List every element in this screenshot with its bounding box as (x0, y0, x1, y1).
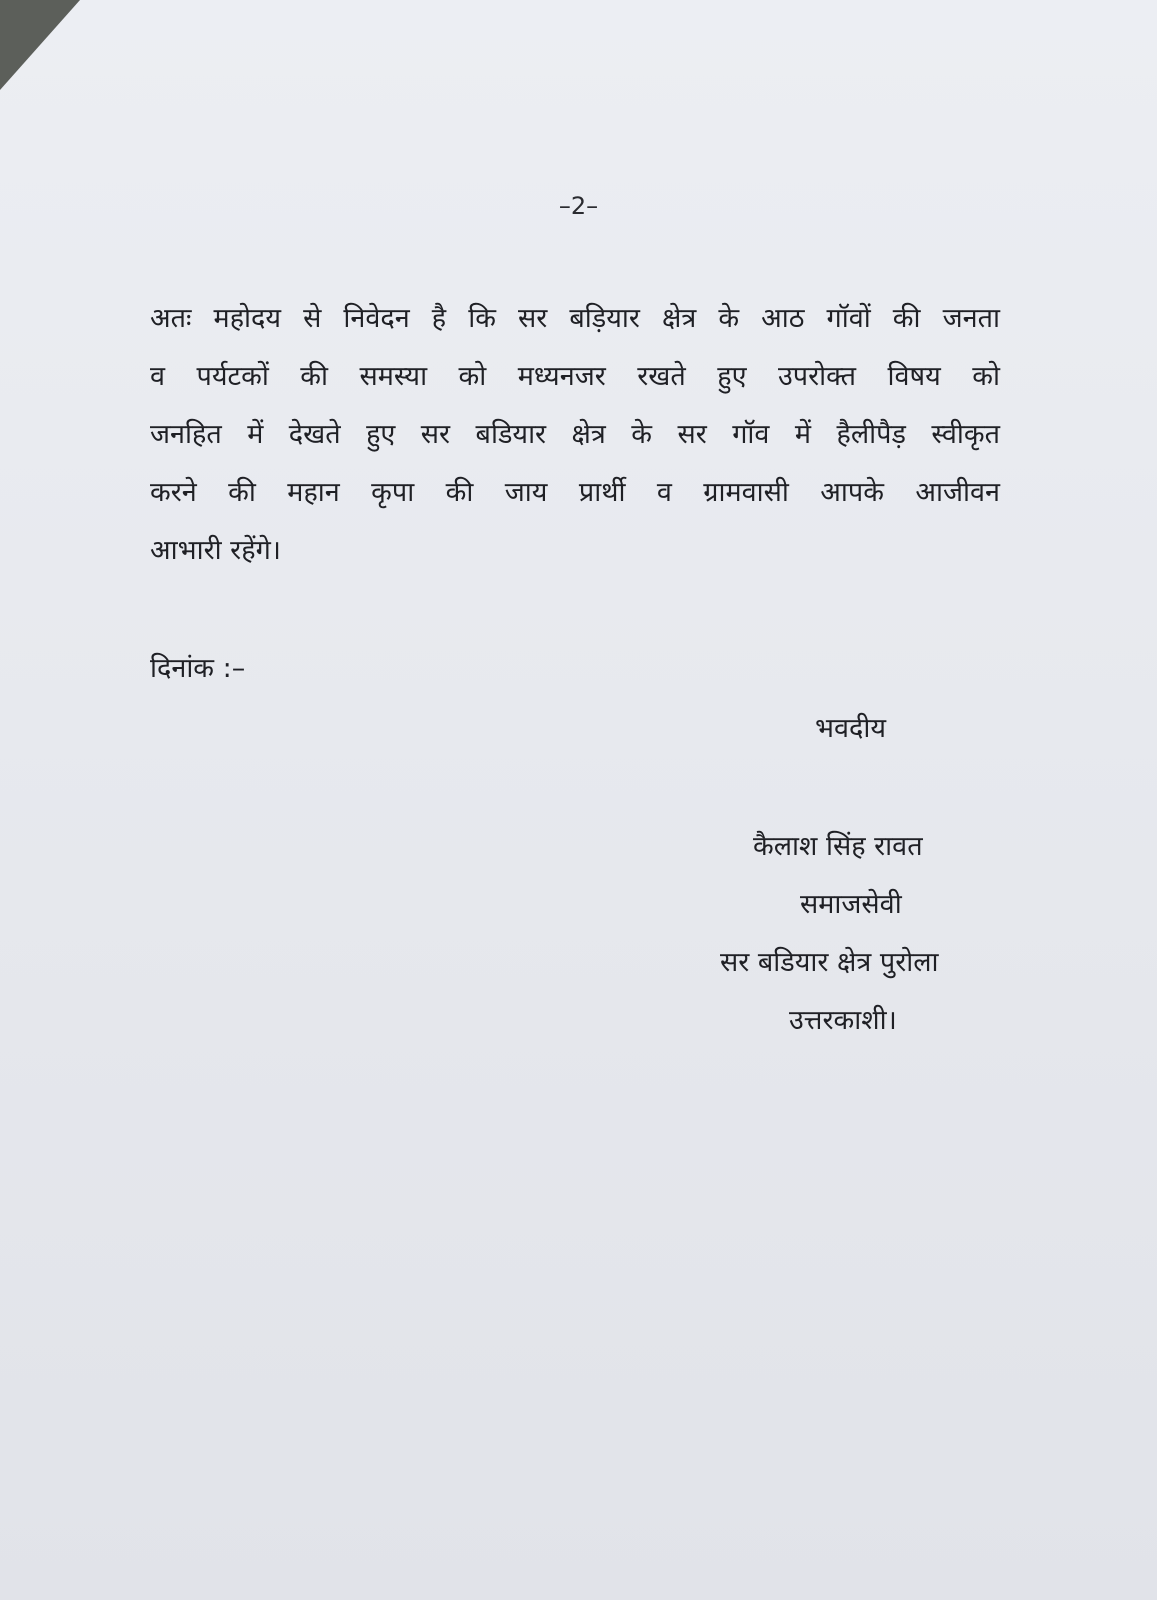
date-label: दिनांक :– (150, 653, 246, 684)
signatory-address: सर बडियार क्षेत्र पुरोला (720, 947, 939, 978)
body-line: व पर्यटकों की समस्या को मध्यनजर रखते हुए उपरोक्त विषय को (150, 361, 1000, 392)
signatory-name: कैलाश सिंह रावत (753, 831, 923, 862)
background-corner (0, 0, 80, 90)
signatory-city: उत्तरकाशी। (789, 1005, 897, 1036)
body-line: करने की महान कृपा की जाय प्रार्थी व ग्रामवासी आपके आजीवन (150, 477, 1000, 508)
body-line: आभारी रहेंगे। (150, 535, 282, 566)
signatory-title: समाजसेवी (800, 889, 902, 920)
body-line: अतः महोदय से निवेदन है कि सर बड़ियार क्षेत्र के आठ गॉवों की जनता (150, 303, 1000, 334)
page-number: –2– (558, 192, 599, 220)
closing-salutation: भवदीय (815, 713, 886, 744)
body-paragraph (150, 290, 1000, 580)
body-line: जनहित में देखते हुए सर बडियार क्षेत्र के सर गॉव में हैलीपैड़ स्वीकृत (150, 419, 1000, 450)
